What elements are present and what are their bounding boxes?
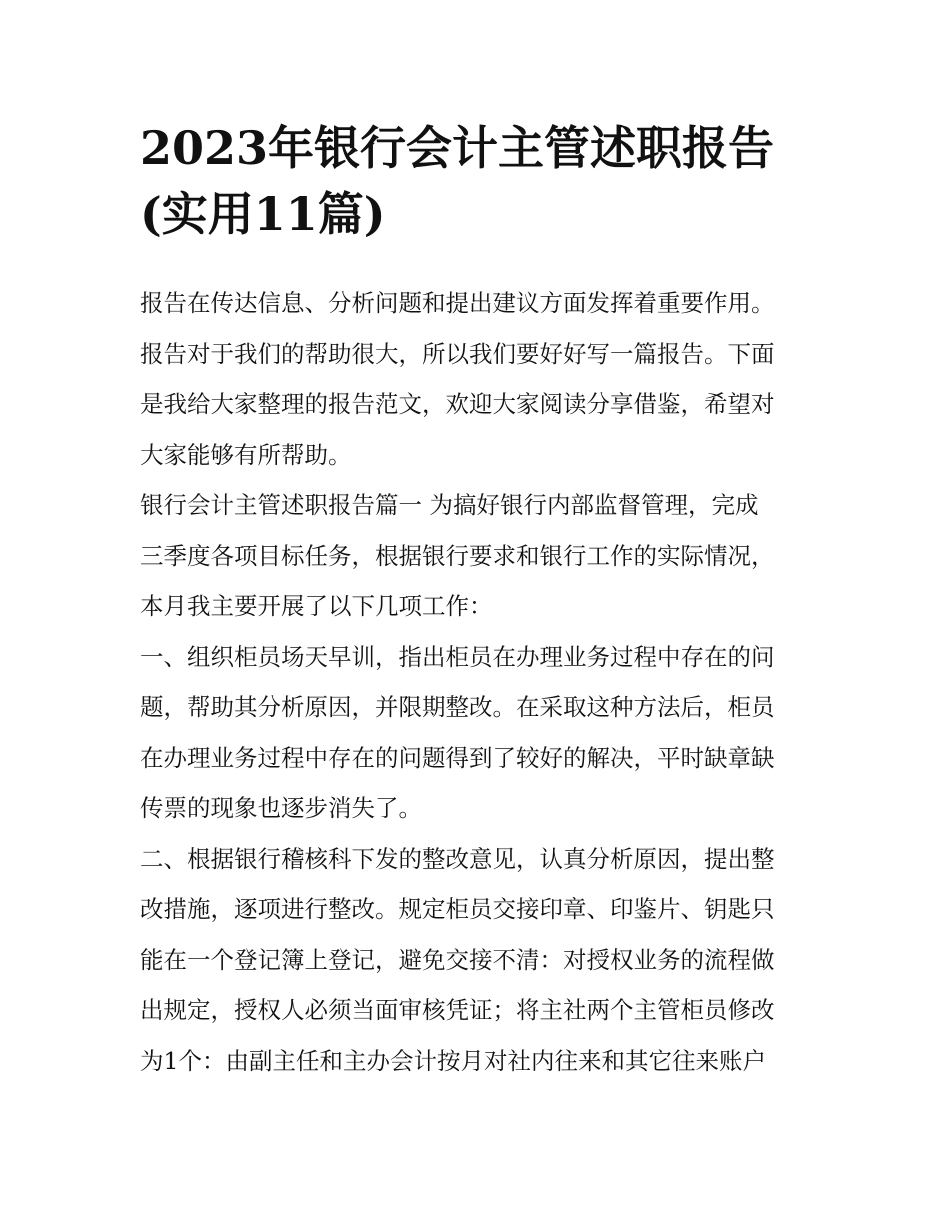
body-line: 改措施，逐项进行整改。规定柜员交接印章、印鉴片、钥匙只	[140, 895, 775, 923]
title-line-1: 2023年银行会计主管述职报告	[140, 121, 775, 175]
body-line: 在办理业务过程中存在的问题得到了较好的解决，平时缺章缺	[140, 743, 775, 772]
body-line: 二、根据银行稽核科下发的整改意见，认真分析原因，提出整	[140, 844, 775, 873]
body-line: 一、组织柜员场天早训，指出柜员在办理业务过程中存在的问	[140, 642, 775, 671]
body-line: 本月我主要开展了以下几项工作：	[140, 592, 493, 620]
body-line: 是我给大家整理的报告范文，欢迎大家阅读分享借鉴，希望对	[140, 390, 775, 418]
body-line: 报告在传达信息、分析问题和提出建议方面发挥着重要作用。	[140, 289, 775, 317]
document-body	[140, 278, 830, 1086]
body-line: 大家能够有所帮助。	[140, 440, 352, 469]
body-line: 三季度各项目标任务，根据银行要求和银行工作的实际情况，	[140, 541, 775, 570]
body-line: 银行会计主管述职报告篇一 为搞好银行内部监督管理，完成	[140, 491, 759, 519]
body-line: 题，帮助其分析原因，并限期整改。在采取这种方法后，柜员	[140, 693, 775, 721]
title-line-2: (实用11篇)	[140, 187, 386, 241]
body-line: 出规定，授权人必须当面审核凭证；将主社两个主管柜员修改	[140, 996, 775, 1024]
body-line: 传票的现象也逐步消失了。	[140, 794, 422, 822]
document-title	[140, 115, 830, 247]
body-line: 为1个：由副主任和主办会计按月对社内往来和其它往来账户	[140, 1046, 766, 1075]
body-line: 能在一个登记簿上登记，避免交接不清：对授权业务的流程做	[140, 945, 775, 974]
body-line: 报告对于我们的帮助很大，所以我们要好好写一篇报告。下面	[140, 339, 775, 368]
